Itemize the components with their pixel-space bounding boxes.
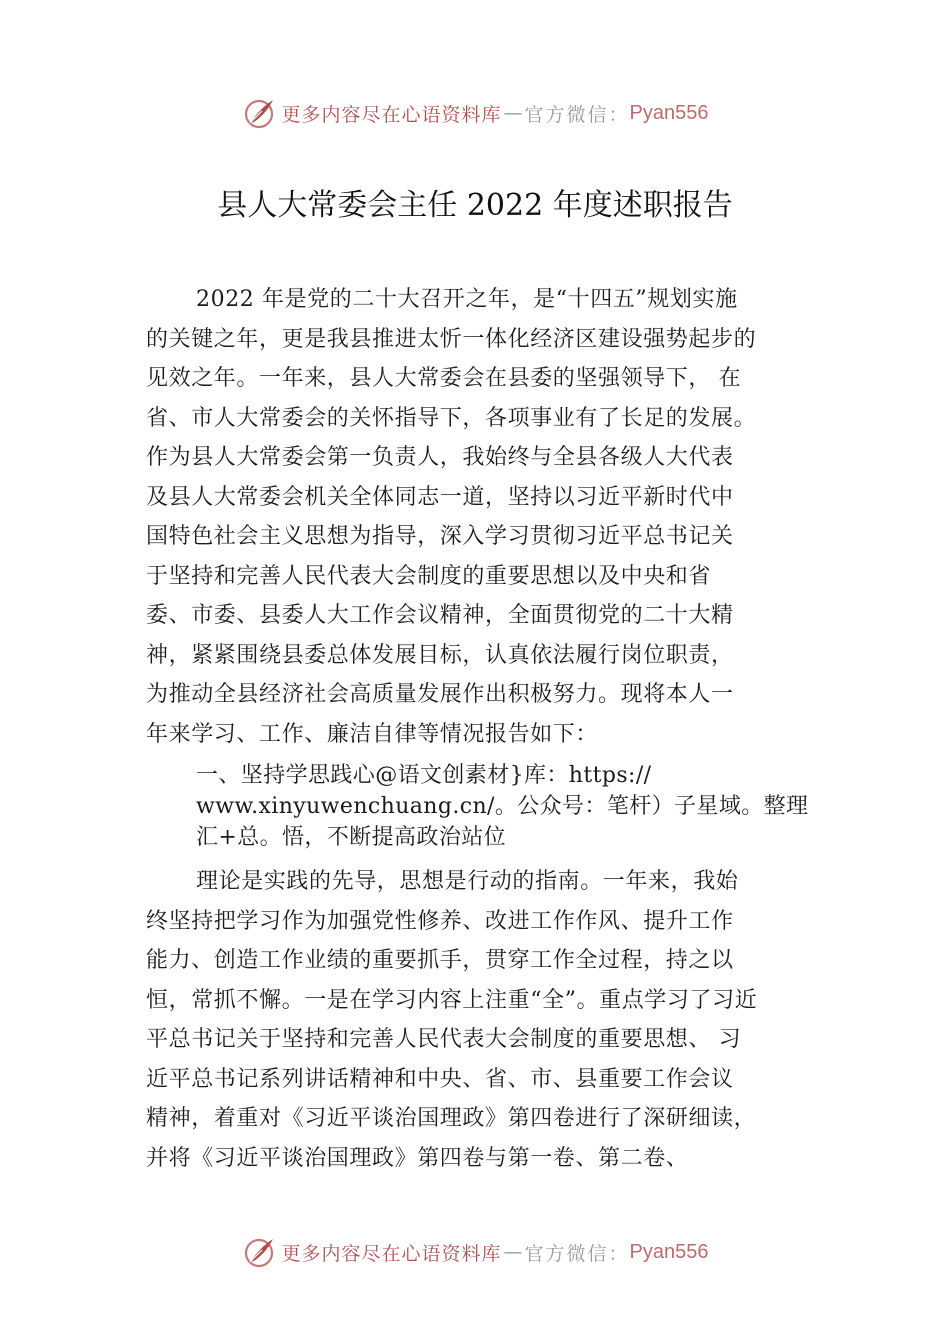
document-title: 县人大常委会主任 2022 年度述职报告 (217, 188, 733, 223)
quill-pen-logo-icon (242, 1234, 278, 1270)
paragraph-intro (146, 280, 826, 754)
paragraph-line: 的关键之年，更是我县推进太忻一体化经济区建设强势起步的 (146, 326, 757, 352)
heading-line: 一、坚持学思践心@语文创素材}库：https:// (196, 763, 652, 788)
heading-line: 汇+总。悟，不断提高政治站位 (196, 825, 507, 850)
heading-line: www.xinyuwenchuang.cn/。公众号：笔杆）子星域。整理 (196, 794, 809, 819)
paragraph-line: 省、市人大常委会的关怀指导下，各项事业有了长足的发展。 (146, 405, 757, 431)
banner-brand-text: 更多内容尽在心语资料库 (281, 1242, 502, 1265)
paragraph-line: 平总书记关于坚持和完善人民代表大会制度的重要思想、 习 (146, 1027, 742, 1052)
banner-brand-text: 更多内容尽在心语资料库 (281, 103, 502, 126)
paragraph-line: 终坚持把学习作为加强党性修养、改进工作作风、提升工作 (146, 908, 734, 934)
banner-wechat-label: 官方微信： (524, 1242, 630, 1265)
footer-watermark-banner (0, 1232, 950, 1272)
quill-pen-logo-icon (242, 95, 278, 131)
paragraph-line: 理论是实践的先导，思想是行动的指南。一年来，我始 (196, 869, 739, 894)
paragraph-theory (146, 862, 826, 1178)
paragraph-line: 委、市委、县委人大工作会议精神，全面贯彻党的二十大精 (146, 603, 734, 628)
paragraph-line: 能力、创造工作业绩的重要抓手，贯穿工作全过程，持之以 (146, 948, 734, 973)
paragraph-line: 于坚持和完善人民代表大会制度的重要思想以及中央和省 (146, 563, 712, 589)
banner-separator: — (503, 1241, 523, 1263)
header-watermark-banner (0, 93, 950, 133)
paragraph-line: 见效之年。一年来，县人大常委会在县委的坚强领导下， 在 (146, 366, 742, 391)
paragraph-line: 为推动全县经济社会高质量发展作出积极努力。现将本人一 (146, 682, 734, 707)
paragraph-line: 2022 年是党的二十大召开之年，是“十四五”规划实施 (196, 287, 738, 312)
section-heading-1 (196, 760, 836, 853)
paragraph-line: 近平总书记系列讲话精神和中央、省、市、县重要工作会议 (146, 1066, 734, 1092)
banner-wechat-id: Pyan556 (629, 1240, 709, 1263)
paragraph-line: 神，紧紧围绕县委总体发展目标，认真依法履行岗位职责， (146, 642, 734, 668)
banner-wechat-label: 官方微信： (524, 103, 630, 126)
banner-wechat-id: Pyan556 (629, 101, 709, 124)
paragraph-line: 精神，着重对《习近平谈治国理政》第四卷进行了深研细读， (146, 1106, 757, 1131)
paragraph-line: 作为县人大常委会第一负责人，我始终与全县各级人大代表 (146, 445, 734, 470)
paragraph-line: 恒，常抓不懈。一是在学习内容上注重“全”。重点学习了习近 (146, 987, 758, 1013)
paragraph-line: 及县人大常委会机关全体同志一道，坚持以习近平新时代中 (146, 484, 734, 510)
paragraph-line: 国特色社会主义思想为指导，深入学习贯彻习近平总书记关 (146, 524, 734, 549)
paragraph-line: 年来学习、工作、廉洁自律等情况报告如下： (146, 721, 599, 747)
paragraph-line: 并将《习近平谈治国理政》第四卷与第一卷、第二卷、 (146, 1145, 689, 1171)
banner-separator: — (503, 102, 523, 124)
